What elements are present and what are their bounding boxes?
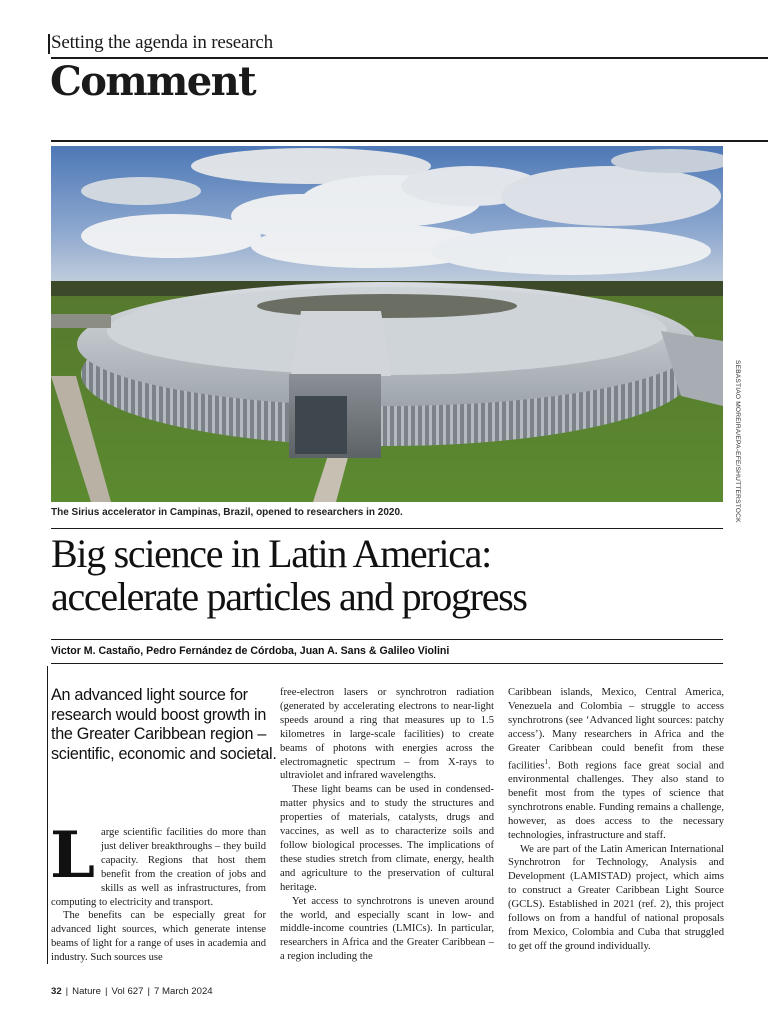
body-paragraph: free-electron lasers or synchrotron radiation (generated by accelerating electrons to near-light speeds around a ring that measures up to 1.5 kilometres in large-scale facilities) to create beams of photons with energies across the electromagnetic spectrum – from X-rays to ultraviolet and infrared wavelengths. xyxy=(280,687,494,782)
reference-superscript: 1 xyxy=(544,757,548,766)
page-number: 32 xyxy=(51,986,62,997)
distant-building xyxy=(51,314,111,328)
headline-line-2: accelerate particles and progress xyxy=(51,574,527,619)
page-footer: 32 | Nature | Vol 627 | 7 March 2024 xyxy=(51,986,213,997)
standfirst: An advanced light source for research would boost growth in the Greater Caribbean region – scientific, economic and societal. xyxy=(51,686,277,763)
entrance-block-roof xyxy=(291,311,391,376)
left-column-rule xyxy=(47,666,48,964)
headline-rule xyxy=(51,639,723,640)
header-rule-bottom xyxy=(51,140,768,142)
author-list: Victor M. Castaño, Pedro Fernández de Córdoba, Juan A. Sans & Galileo Violini xyxy=(51,645,450,657)
article-headline xyxy=(51,532,731,618)
body-paragraph: Caribbean islands, Mexico, Central America, Venezuela and Colombia – struggle to access synchrotrons (see ‘Advanced light sources: patchy access’). Many researchers in Africa and the Greater Caribbean could benefit from these facilities$^1$. Both regions face great social and environmental challenges. They also stand to benefit most from the types of science that synchrotrons enable. Funding remains a challenge, however, as does access to the necessary technologies, infrastructure and staff. xyxy=(508,687,724,841)
body-paragraph: We are part of the Latin American International Synchrotron for Technology, Analysis and Development (LAMISTAD) project, which aims to construct a Greater Caribbean Light Source (GCLS). Established in 2021 (ref. 2), this project follows on from a handful of national proposals from Mexico, Colombia and Cuba that struggled to get off the ground individually. xyxy=(508,843,724,952)
journal-volume: Vol 627 xyxy=(111,986,144,997)
entrance-glass xyxy=(295,396,347,454)
sirius-accelerator-photo xyxy=(51,146,723,502)
caption-rule xyxy=(51,528,723,529)
body-paragraph: These light beams can be used in condensed-matter physics and to study the structures and properties of materials, catalysts, drugs and vaccines, as well as to characterize soils and follow biological processes. The implications of these studies stretch from climate, energy, health and agriculture to the preservation of cultural heritage. xyxy=(280,784,494,893)
body-column-1 xyxy=(50,818,266,965)
headline-line-1: Big science in Latin America: xyxy=(51,531,491,576)
inner-courtyard xyxy=(257,294,517,318)
photo-credit: SEBASTIAO MOREIRA/EPA-EFE/SHUTTERSTOCK xyxy=(734,360,741,523)
drop-cap: L xyxy=(50,818,95,893)
top-margin-rule xyxy=(48,34,50,54)
section-title: Comment xyxy=(50,58,255,105)
body-paragraph: The benefits can be especially great for advanced light sources, which generate intense beams of light for a range of uses in academia and industry. Such sources use xyxy=(51,910,266,964)
journal-name: Nature xyxy=(72,986,101,997)
body-column-2 xyxy=(280,686,494,964)
section-label: Setting the agenda in research xyxy=(51,32,273,53)
body-paragraph: arge scientific facilities do more than just deliver breakthroughs – they build capacity. Regions that host them benefit from the creation of jobs and skills as well as infrastructures, from computing to electricity and transport. xyxy=(51,827,266,908)
authors-rule xyxy=(51,663,723,664)
photo-caption: The Sirius accelerator in Campinas, Brazil, opened to researchers in 2020. xyxy=(51,507,403,518)
issue-date: 7 March 2024 xyxy=(153,986,213,997)
body-column-3 xyxy=(508,686,724,954)
body-paragraph: Yet access to synchrotrons is uneven around the world, and especially scant in low- and middle-income countries (LMICs). In particular, researchers in Africa and the Greater Caribbean – a region including the xyxy=(280,895,494,963)
